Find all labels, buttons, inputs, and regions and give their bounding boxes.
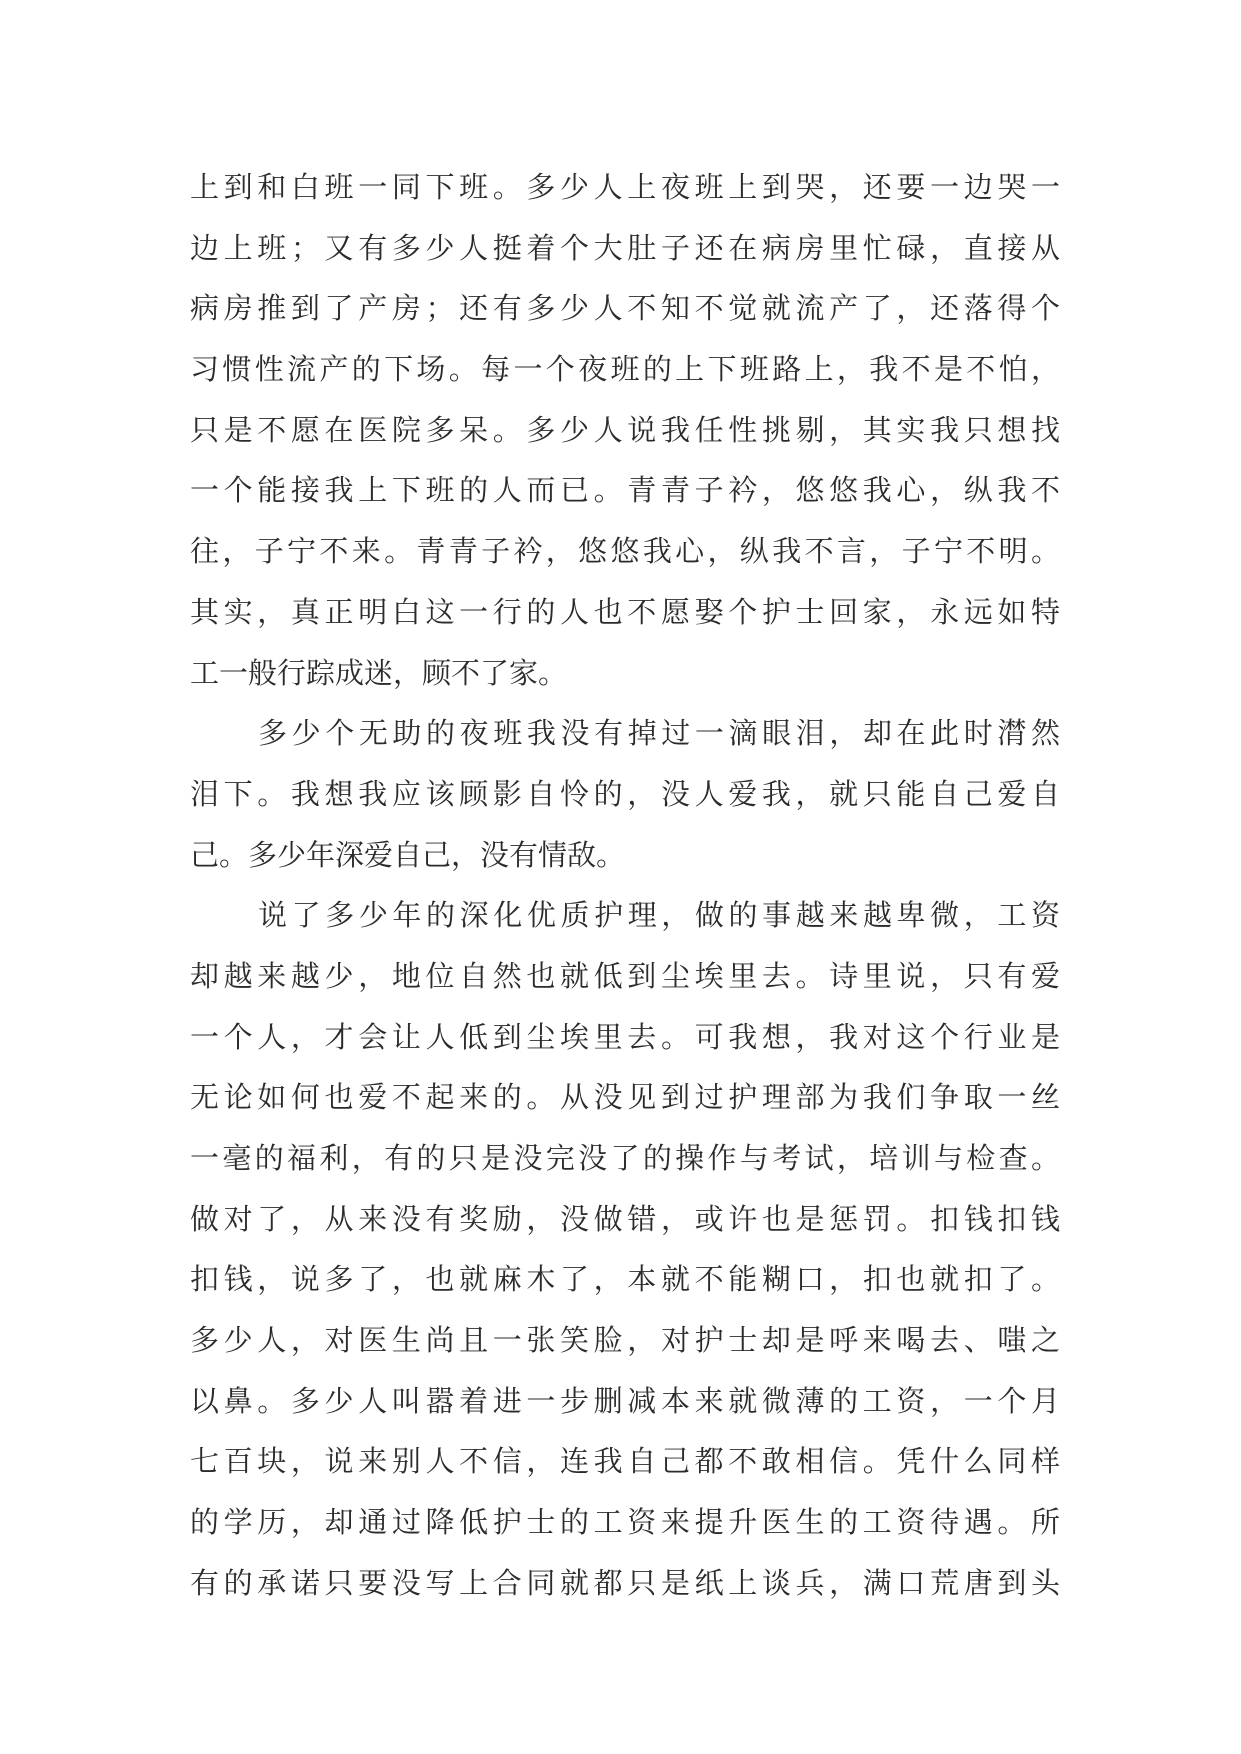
text-line: 上到和白班一同下班。多少人上夜班上到哭，还要一边哭一 <box>190 170 1060 204</box>
text-line: 做对了，从来没有奖励，没做错，或许也是惩罚。扣钱扣钱 <box>190 1201 1060 1236</box>
text-line: 其实，真正明白这一行的人也不愿娶个护士回家，永远如特 <box>190 594 1060 629</box>
text-line: 有的承诺只要没写上合同就都只是纸上谈兵，满口荒唐到头 <box>190 1565 1060 1600</box>
text-line: 病房推到了产房；还有多少人不知不觉就流产了，还落得个 <box>190 291 1060 326</box>
text-line: 工一般行踪成迷，顾不了家。 <box>190 655 568 690</box>
text-line: 却越来越少，地位自然也就低到尘埃里去。诗里说，只有爱 <box>190 958 1060 993</box>
text-line: 扣钱，说多了，也就麻木了，本就不能糊口，扣也就扣了。 <box>190 1262 1060 1297</box>
text-line: 以鼻。多少人叫嚣着进一步删减本来就微薄的工资，一个月 <box>190 1383 1060 1418</box>
text-line: 一毫的福利，有的只是没完没了的操作与考试，培训与检查。 <box>190 1141 1060 1175</box>
text-line: 一个人，才会让人低到尘埃里去。可我想，我对这个行业是 <box>190 1019 1060 1054</box>
text-line: 一个能接我上下班的人而已。青青子衿，悠悠我心，纵我不 <box>190 473 1060 508</box>
text-line: 己。多少年深爱自己，没有情敌。 <box>190 837 626 872</box>
text-line: 只是不愿在医院多呆。多少人说我任性挑剔，其实我只想找 <box>190 412 1060 447</box>
text-line: 边上班；又有多少人挺着个大肚子还在病房里忙碌，直接从 <box>190 230 1060 265</box>
text-line: 习惯性流产的下场。每一个夜班的上下班路上，我不是不怕， <box>190 352 1060 387</box>
paragraph-first-line: 多少个无助的夜班我没有掉过一滴眼泪，却在此时潸然 <box>258 716 1060 751</box>
text-line: 的学历，却通过降低护士的工资来提升医生的工资待遇。所 <box>190 1505 1060 1540</box>
text-line: 往，子宁不来。青青子衿，悠悠我心，纵我不言，子宁不明。 <box>190 534 1060 569</box>
body-text <box>190 157 1060 1614</box>
text-line: 七百块，说来别人不信，连我自己都不敢相信。凭什么同样 <box>190 1444 1060 1479</box>
text-line: 无论如何也爱不起来的。从没见到过护理部为我们争取一丝 <box>190 1080 1060 1115</box>
text-line: 多少人，对医生尚且一张笑脸，对护士却是呼来喝去、嗤之 <box>190 1323 1060 1358</box>
text-line: 泪下。我想我应该顾影自怜的，没人爱我，就只能自己爱自 <box>190 776 1060 811</box>
paragraph-first-line: 说了多少年的深化优质护理，做的事越来越卑微，工资 <box>258 898 1060 933</box>
